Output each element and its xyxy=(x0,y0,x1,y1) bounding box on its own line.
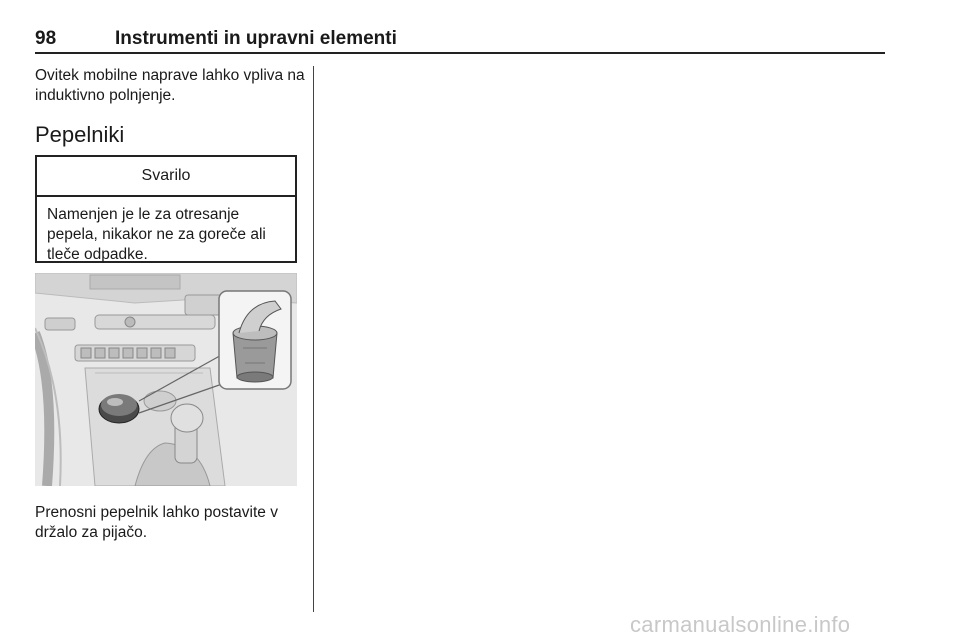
figure-caption: Prenosni pepelnik lahko postavite v držalo za pijačo. xyxy=(35,504,278,541)
page-title: Instrumenti in upravni elementi xyxy=(115,28,397,49)
ashtray-illustration-svg xyxy=(35,273,297,486)
ashtray-illustration xyxy=(35,273,297,486)
warning-box xyxy=(35,155,297,263)
page-number: 98 xyxy=(35,28,57,49)
watermark-text: carmanualsonline.info xyxy=(630,612,851,637)
section-heading: Pepelniki xyxy=(35,122,125,147)
column-divider xyxy=(313,66,314,612)
warning-text: Namenjen je le za otresanje pepela, nikakor ne za goreče ali tleče odpadke. xyxy=(47,206,266,263)
warning-title: Svarilo xyxy=(37,157,295,197)
intro-paragraph: Ovitek mobilne naprave lahko vpliva na induktivno polnjenje. xyxy=(35,67,305,104)
page-header xyxy=(35,24,885,54)
